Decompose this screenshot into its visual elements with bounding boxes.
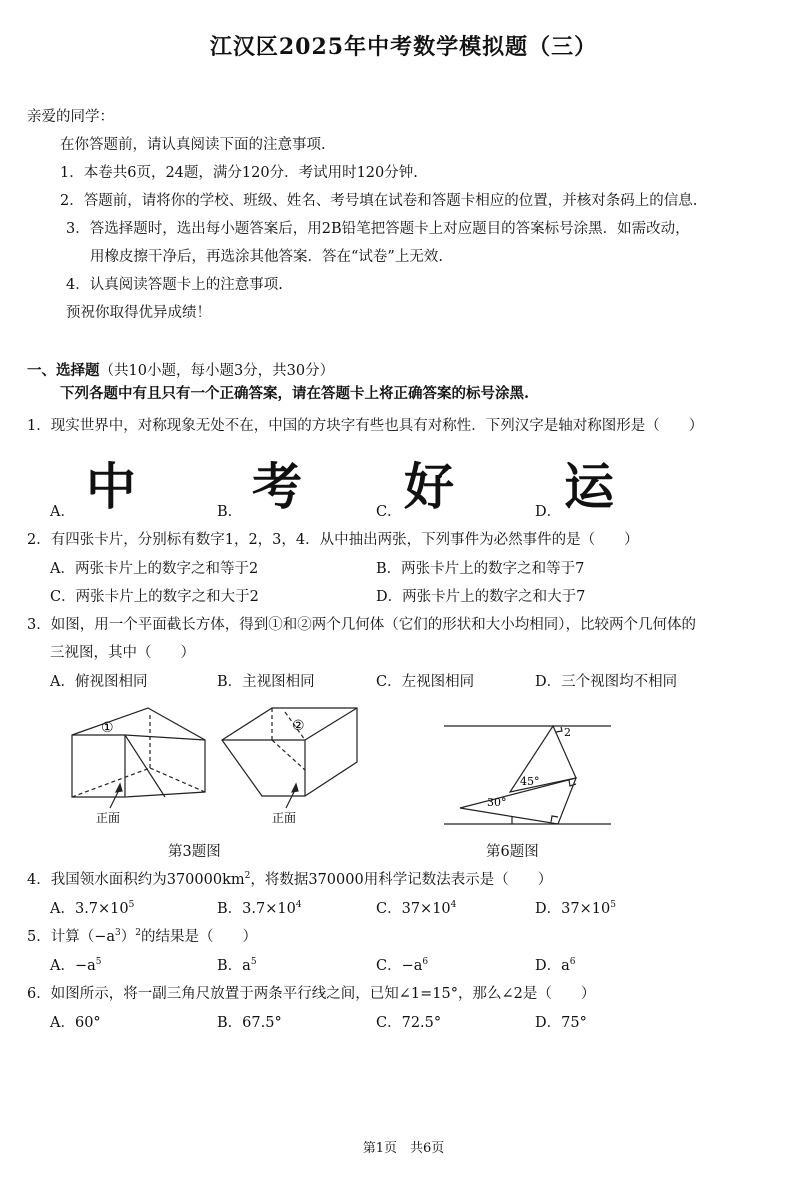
q6-option-d: D．75° [535,1015,587,1031]
fig6-angle-30: 30° [487,796,507,809]
notice-item-2: 2．答题前，请将你的学校、班级、姓名、考号填在试卷和答题卡相应的位置，并核对条码上的信息. [60,193,698,209]
q3-option-c: C．左视图相同 [376,674,475,690]
q3-option-b: B．主视图相同 [217,674,315,690]
notice-intro: 在你答题前，请认真阅读下面的注意事项. [60,137,326,153]
fig6-caption: 第6题图 [486,844,539,860]
q5-option-d: D．$a^6$ [535,957,576,974]
q6-option-c: C．72.5° [376,1015,442,1031]
q1-char-b: 考 [252,458,302,516]
fig6-angle-45: 45° [520,775,540,788]
q5-option-c: C．$-a^6$ [376,957,429,974]
q6-option-a: A．60° [50,1015,101,1031]
q1-stem: 1．现实世界中，对称现象无处不在，中国的方块字有些也具有对称性．下列汉字是轴对称图形是（ ） [27,418,704,434]
section-instruction: 下列各题中有且只有一个正确答案，请在答题卡上将正确答案的标号涂黑. [60,385,530,402]
q3-stem-line1: 3．如图，用一个平面截长方体，得到①和②两个几何体（它们的形状和大小均相同），比较两个几何体的 [27,617,696,633]
q4-option-a: A．$3.7\times 10^5$ [50,900,135,917]
q6-stem: 6．如图所示，将一副三角尺放置于两条平行线之间，已知∠1=15°，那么∠2是（ ） [27,986,596,1002]
q4-option-d: D．$37\times 10^5$ [535,900,616,917]
q1-label-c: C． [376,504,402,520]
notice-wish: 预祝你取得优异成绩！ [66,305,211,321]
notice-item-3: 3．答选择题时，选出每小题答案后，用2B铅笔把答题卡上对应题目的答案标号涂黑．如需改动， [66,221,690,237]
fig3-solid-2 [222,708,357,808]
fig3-caption: 第3题图 [168,844,221,860]
fig6-triangle-30 [460,778,576,824]
fig3-solid-1 [72,708,205,808]
section-heading-title: 一、选择题 [27,362,100,379]
q3-option-d: D．三个视图均不相同 [535,674,678,690]
q1-char-a: 中 [86,458,136,516]
greeting: 亲爱的同学： [27,109,114,125]
notice-item-3-cont: 用橡皮擦干净后，再选涂其他答案．答在“试卷”上无效. [90,249,443,265]
q5-stem: 5．计算$(-a^3)^2$的结果是（ ） [27,928,257,945]
section-heading-note: （共10小题，每小题3分，共30分） [99,363,335,379]
fig3-front-label-2: 正面 [272,811,297,825]
q1-label-a: A． [50,504,75,520]
q2-option-d: D．两张卡片上的数字之和大于7 [376,589,586,605]
q2-option-b: B．两张卡片上的数字之和等于7 [376,561,585,577]
page-footer: 第1页 共6页 [362,1141,445,1156]
q1-label-d: D． [535,504,562,520]
q4-option-b: B．$3.7\times 10^4$ [217,900,302,917]
q2-option-c: C．两张卡片上的数字之和大于2 [50,589,259,605]
fig3-label-2: ② [292,718,305,734]
notice-item-1: 1．本卷共6页，24题，满分120分．考试用时120分钟. [60,165,418,181]
fig6-angle-2: 2 [564,726,571,739]
q6-option-b: B．67.5° [217,1015,282,1031]
fig3-solid-2-outline [222,708,357,796]
q3-option-a: A．俯视图相同 [50,674,148,690]
q1-char-d: 运 [564,458,614,516]
q3-stem-line2: 三视图，其中（ ） [50,645,195,661]
q4-stem: 4．我国领水面积约为$370000km^2$，将数据370000用科学记数法表示是（ ） [27,871,553,888]
fig3-label-1: ① [101,720,114,736]
q2-option-a: A．两张卡片上的数字之和等于2 [50,561,259,577]
notice-item-4: 4．认真阅读答题卡上的注意事项. [66,277,283,293]
fig3-front-label-1: 正面 [96,811,121,825]
q4-option-c: C．$37\times 10^4$ [376,900,457,917]
q1-char-c: 好 [404,458,454,516]
q1-label-b: B． [217,504,243,520]
figures-area [0,700,807,865]
section-heading [27,359,334,380]
page-title: 江汉区2025年中考数学模拟题（三） [209,34,598,60]
q5-option-a: A．$-a^5$ [50,957,102,974]
q2-stem: 2．有四张卡片，分别标有数字1，2，3，4．从中抽出两张，下列事件为必然事件的是（ ） [27,532,639,548]
q5-option-b: B．$a^5$ [217,957,257,974]
